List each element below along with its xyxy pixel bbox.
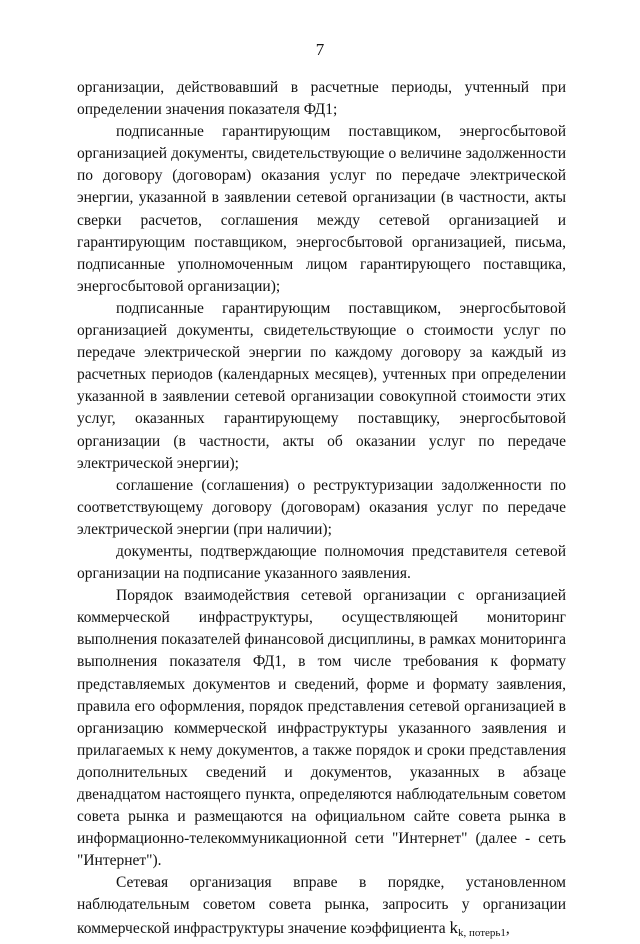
coefficient-request-text: Сетевая организация вправе в порядке, установленном наблюдательным советом совета рынка, запросить у организации коммерческой инфраструктуры значение коэффициента — [77, 874, 566, 937]
paragraph-continuation: организации, действовавший в расчетные периоды, учтенный при определении значения показателя ФД1; — [77, 79, 566, 119]
page-number: 7 — [315, 40, 325, 59]
coefficient-trailing-comma: , — [505, 919, 510, 937]
paragraph-cost-documents: подписанные гарантирующим поставщиком, энергосбытовой организацией документы, свидетельствующие о стоимости услуг по передаче электрической энергии по каждому договору за каждый из расчетных периодов (календарных месяцев), учтенных при определении указанной в заявлении сетевой организации совокупной стоимости этих услуг, оказанных гарантирующему поставщику, энергосбытовой организации (в частности, акты об оказании услуг по передаче электрической энергии); — [77, 299, 566, 472]
paragraph-coefficient-request — [77, 872, 566, 943]
paragraph-restructuring-agreement: соглашение (соглашения) о реструктуризации задолженности по соответствующему договору (договорам) оказания услуг по передаче электрической энергии (при наличии); — [77, 476, 566, 538]
paragraph-interaction-procedure: Порядок взаимодействия сетевой организации с организацией коммерческой инфраструктуры, осуществляющей мониторинг выполнения показателей финансовой дисциплины, в рамках мониторинга выполнения показателя ФД1, в том числе требования к формату представляемых документов и сведений, форме и формату заявления, правила его оформления, порядок представления сетевой организацией в организацию коммерческой инфраструктуры указанного заявления и прилагаемых к нему документов, а также порядок и сроки представления дополнительных сведений и документов, указанных в абзаце двенадцатом настоящего пункта, определяются наблюдательным советом совета рынка и размещаются на официальном сайте совета рынка в информационно-телекоммуникационной сети "Интернет" (далее - сеть "Интернет"). — [77, 587, 566, 870]
paragraph-authority-documents: документы, подтверждающие полномочия представителя сетевой организации на подписание указанного заявления. — [77, 542, 566, 583]
coefficient-subscript: k, потерь1 — [457, 926, 506, 939]
coefficient-symbol: k — [449, 917, 458, 937]
paragraph-debt-documents: подписанные гарантирующим поставщиком, энергосбытовой организацией документы, свидетельствующие о величине задолженности по договору (договорам) оказания услуг по передаче электрической энергии, указанной в заявлении сетевой организации (в частности, акты сверки расчетов, соглашения между сетевой организацией и гарантирующим поставщиком, энергосбытовой организацией, письма, подписанные уполномоченным лицом гарантирующего поставщика, энергосбытовой организации); — [77, 123, 566, 295]
document-body — [77, 77, 566, 944]
